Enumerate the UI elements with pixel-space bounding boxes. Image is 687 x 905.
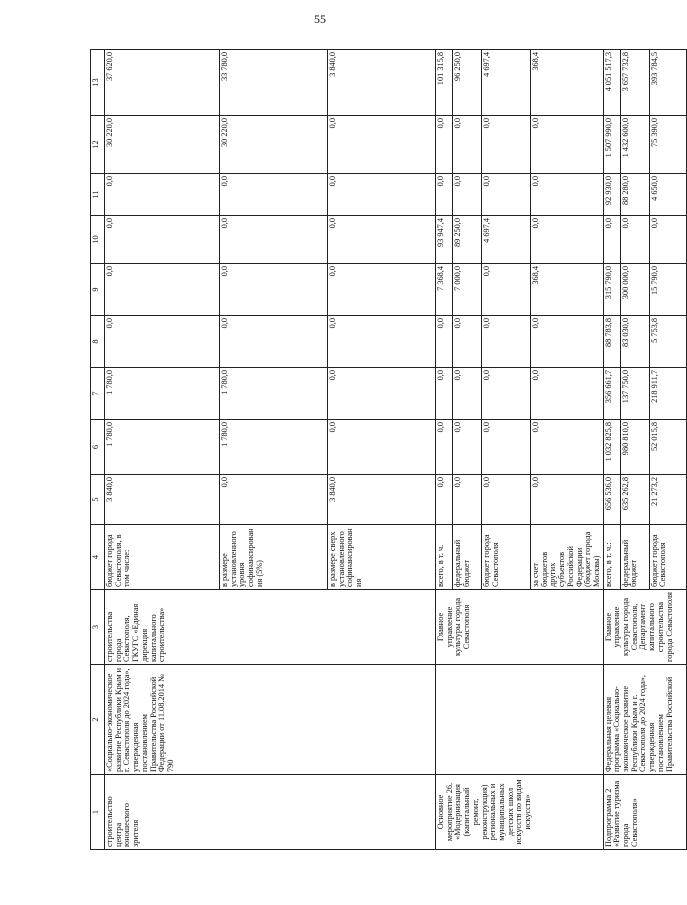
value-cell: 0,0 [328,264,436,316]
value-cell: 0,0 [328,216,436,264]
value-cell: 356 661,7 [603,368,620,420]
header-cell: 8 [91,316,105,368]
value-cell: 0,0 [603,216,620,264]
program-cell [436,665,604,775]
executor-cell: Главное управление культуры города Севастополя, Департамент капитального строительства города Севастополя [603,590,686,665]
value-cell: 0,0 [482,174,531,216]
header-cell: 3 [91,590,105,665]
value-cell: 0,0 [453,475,482,525]
value-cell: 0,0 [482,264,531,316]
source-cell: всего, в т. ч. [436,525,453,590]
page-number: 55 [314,12,326,26]
value-cell: 0,0 [531,174,604,216]
value-cell: 93 947,4 [436,216,453,264]
value-cell: 0,0 [436,174,453,216]
value-cell: 0,0 [220,174,328,216]
table-row [105,50,220,850]
value-cell: 0,0 [220,216,328,264]
value-cell: 83 030,0 [620,316,649,368]
header-cell: 10 [91,216,105,264]
table-row [603,50,620,850]
value-cell: 0,0 [328,116,436,174]
value-cell: 0,0 [482,316,531,368]
value-cell: 0,0 [436,316,453,368]
value-cell: 92 930,0 [603,174,620,216]
total-cell: 33 780,0 [220,50,328,116]
header-row [91,50,105,850]
source-cell: федеральный бюджет [453,525,482,590]
value-cell: 4 650,0 [649,174,686,216]
value-cell: 1 780,0 [220,420,328,475]
total-cell: 368,4 [531,50,604,116]
executor-cell: строительства города Севастополя, ГКУГС «Единая дирекция капитального строительства» [105,590,436,665]
value-cell: 88 783,8 [603,316,620,368]
value-cell: 0,0 [220,264,328,316]
total-cell: 96 250,0 [453,50,482,116]
value-cell: 0,0 [105,174,220,216]
source-cell: за счет бюджетов других субъектов Российской Федерации (бюджет города Москвы) [531,525,604,590]
value-cell: 0,0 [328,316,436,368]
program-cell: «Социально-экономическое развитие Республики Крым и г. Севастополя до 2024 года», утвержденная постановлением Правительства Российской Федерации от 11.08.2014 № 790 [105,665,436,775]
total-cell: 37 620,0 [105,50,220,116]
source-cell: бюджет города Севастополя, в том числе: [105,525,220,590]
header-cell: 4 [91,525,105,590]
value-cell: 15 790,0 [649,264,686,316]
source-cell: в размере сверх установленного софинансирования [328,525,436,590]
activity-cell: Основное мероприятие 26. «Модернизация (капитальный ремонт, реконструкция) региональных и муниципальных детских школ искусств по видам искусств» [436,775,604,850]
value-cell: 0,0 [531,116,604,174]
value-cell: 0,0 [105,216,220,264]
value-cell: 137 750,0 [620,368,649,420]
value-cell: 0,0 [436,420,453,475]
value-cell: 75 390,0 [649,116,686,174]
header-cell: 2 [91,665,105,775]
value-cell: 0,0 [453,368,482,420]
header-cell: 9 [91,264,105,316]
value-cell: 0,0 [436,116,453,174]
total-cell: 4 697,4 [482,50,531,116]
value-cell: 0,0 [531,475,604,525]
value-cell: 980 810,0 [620,420,649,475]
source-cell: бюджет города Севастополя [649,525,686,590]
value-cell: 1 780,0 [105,368,220,420]
value-cell: 656 536,0 [603,475,620,525]
value-cell: 0,0 [482,116,531,174]
value-cell: 1 432 600,0 [620,116,649,174]
value-cell: 0,0 [328,368,436,420]
value-cell: 3 840,0 [328,475,436,525]
value-cell: 218 911,7 [649,368,686,420]
value-cell: 0,0 [482,475,531,525]
header-cell: 13 [91,50,105,116]
value-cell: 4 697,4 [482,216,531,264]
total-cell: 4 051 517,3 [603,50,620,116]
value-cell: 0,0 [328,174,436,216]
source-cell: в размере установленного уровня софинансирования (5%) [220,525,328,590]
value-cell: 5 753,8 [649,316,686,368]
value-cell: 1 032 825,8 [603,420,620,475]
value-cell: 0,0 [436,368,453,420]
activity-cell: строительство центра юношеского зрителя [105,775,436,850]
total-cell: 3 840,0 [328,50,436,116]
source-cell: бюджет города Севастополя [482,525,531,590]
value-cell: 635 262,8 [620,475,649,525]
source-cell: федеральный бюджет [620,525,649,590]
executor-cell: Главное управление культуры города Севастополя [436,590,604,665]
value-cell: 0,0 [649,216,686,264]
header-cell: 12 [91,116,105,174]
value-cell: 0,0 [620,216,649,264]
total-cell: 3 657 732,8 [620,50,649,116]
header-cell: 1 [91,775,105,850]
value-cell: 300 000,0 [620,264,649,316]
value-cell: 52 015,8 [649,420,686,475]
value-cell: 0,0 [531,420,604,475]
value-cell: 0,0 [436,475,453,525]
total-cell: 393 784,5 [649,50,686,116]
value-cell: 89 250,0 [453,216,482,264]
source-cell: всего, в т. ч.: [603,525,620,590]
value-cell: 21 273,2 [649,475,686,525]
value-cell: 0,0 [105,264,220,316]
header-cell: 11 [91,174,105,216]
value-cell: 7 368,4 [436,264,453,316]
value-cell: 368,4 [531,264,604,316]
value-cell: 0,0 [220,475,328,525]
activity-cell: Подпрограмма 2 «Развитие туризма города Севастополя» [603,775,686,850]
value-cell: 1 780,0 [220,368,328,420]
value-cell: 0,0 [482,420,531,475]
value-cell: 0,0 [453,174,482,216]
value-cell: 0,0 [220,316,328,368]
header-cell: 5 [91,475,105,525]
value-cell: 1 507 990,0 [603,116,620,174]
value-cell: 0,0 [482,368,531,420]
total-cell: 101 315,8 [436,50,453,116]
value-cell: 0,0 [105,316,220,368]
value-cell: 0,0 [453,420,482,475]
header-cell: 6 [91,420,105,475]
value-cell: 0,0 [531,316,604,368]
value-cell: 0,0 [453,316,482,368]
value-cell: 88 280,0 [620,174,649,216]
value-cell: 0,0 [453,116,482,174]
value-cell: 30 220,0 [220,116,328,174]
value-cell: 0,0 [328,420,436,475]
table-row [436,50,453,850]
value-cell: 1 780,0 [105,420,220,475]
value-cell: 30 220,0 [105,116,220,174]
program-cell: Федеральная целевая программа «Социально-экономическое развитие Республики Крым и г. Севастополя до 2024 года», утвержденная постановлением Правительства Российской [603,665,686,775]
rotated-table-container [90,50,674,850]
header-cell: 7 [91,368,105,420]
value-cell: 0,0 [531,368,604,420]
budget-table [90,49,687,850]
value-cell: 0,0 [531,216,604,264]
value-cell: 7 000,0 [453,264,482,316]
value-cell: 3 840,0 [105,475,220,525]
value-cell: 315 790,0 [603,264,620,316]
